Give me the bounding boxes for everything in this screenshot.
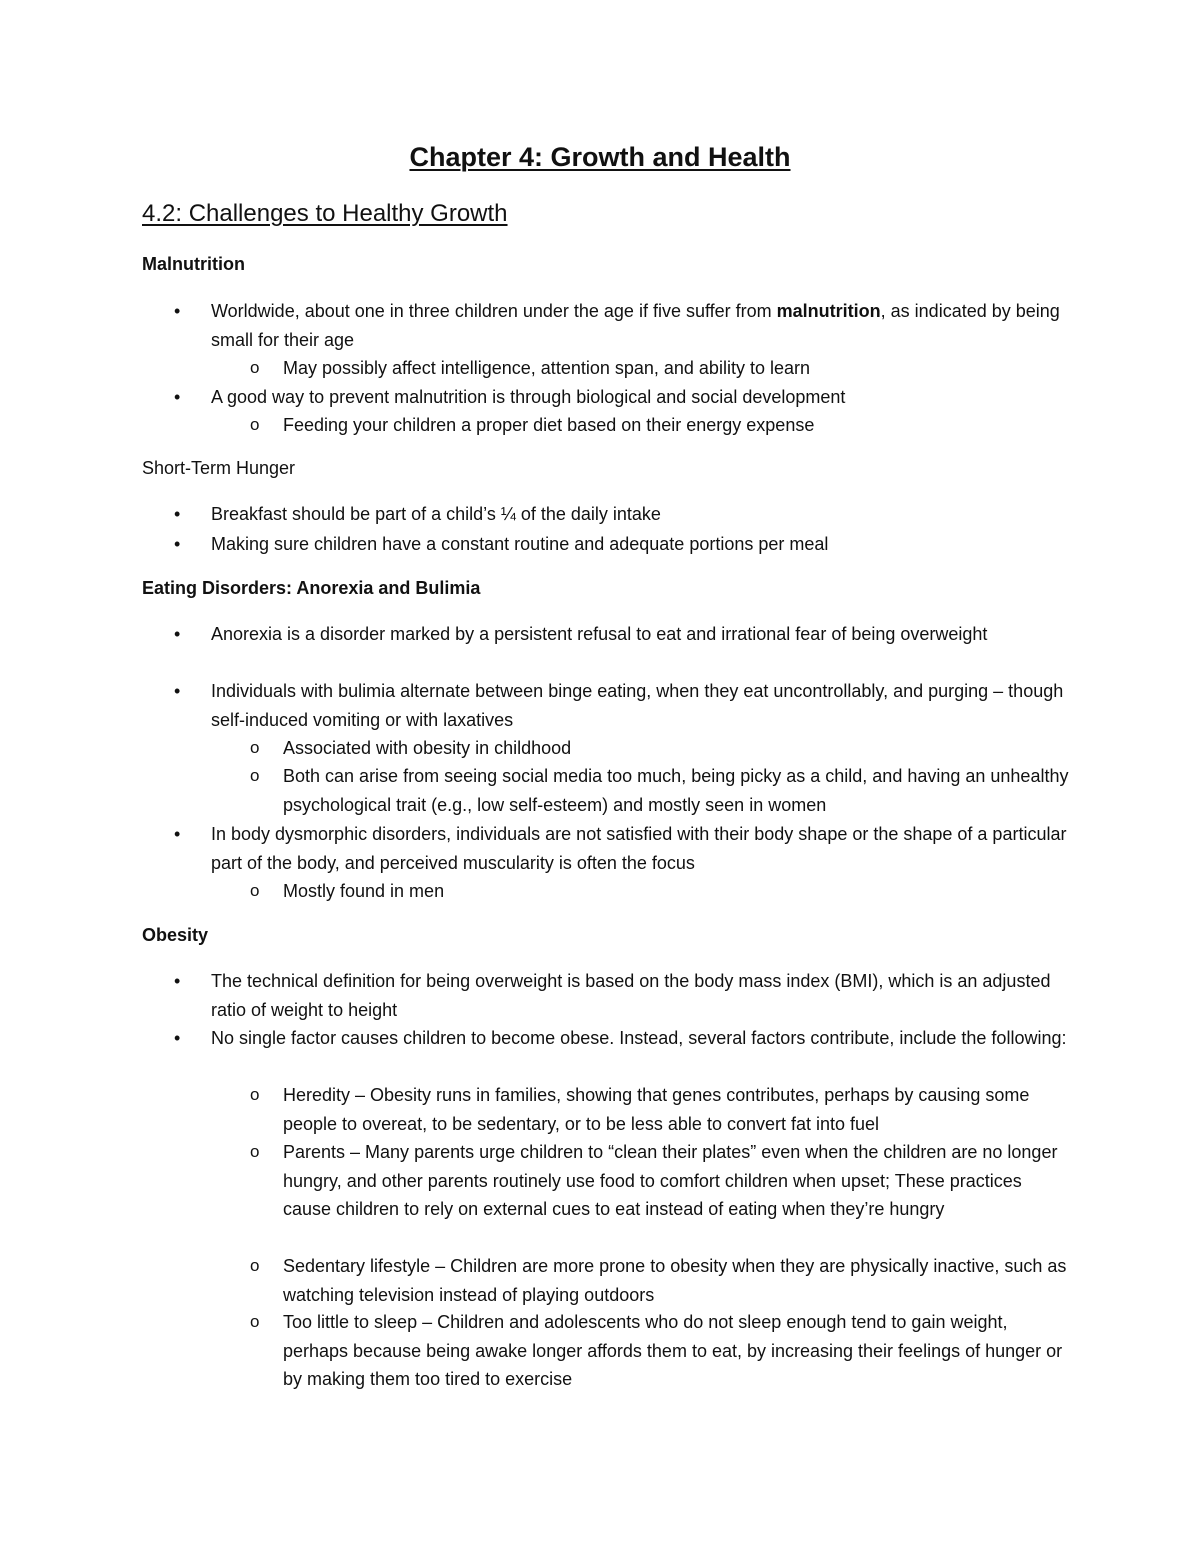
list-item: In body dysmorphic disorders, individuals are not satisfied with their body shape or the shape of a particular part of the body, and perceived muscularity is often the focus xyxy=(211,824,1067,873)
sub-bullet-icon: o xyxy=(250,766,260,785)
bullet-icon: • xyxy=(174,504,181,524)
list-item: Individuals with bulimia alternate between binge eating, when they eat uncontrollably, and purging – though self-induced vomiting or with laxatives xyxy=(211,681,1064,730)
list-item: The technical definition for being overweight is based on the body mass index (BMI), which is an adjusted ratio of weight to height xyxy=(211,971,1051,1020)
bullet-icon: • xyxy=(174,301,181,321)
sub-list-item: Sedentary lifestyle – Children are more prone to obesity when they are physically inactive, such as watching television instead of playing outdoors xyxy=(283,1256,1067,1305)
sub-list-item: May possibly affect intelligence, attention span, and ability to learn xyxy=(283,358,810,378)
list-item: Worldwide, about one in three children under the age if five suffer from malnutrition, as indicated by being small for their age xyxy=(211,301,1060,350)
bullet-icon: • xyxy=(174,534,181,554)
list-item: Anorexia is a disorder marked by a persistent refusal to eat and irrational fear of being overweight xyxy=(211,624,988,644)
page-title: Chapter 4: Growth and Health xyxy=(409,142,791,172)
sub-bullet-icon: o xyxy=(250,1142,260,1161)
sub-list-item: Too little to sleep – Children and adolescents who do not sleep enough tend to gain weight, perhaps because being awake longer affords them to eat, by increasing their feelings of hunger or by making them too tired to exercise xyxy=(283,1312,1063,1389)
sub-bullet-icon: o xyxy=(250,881,260,900)
bullet-icon: • xyxy=(174,681,181,701)
sub-list-item: Associated with obesity in childhood xyxy=(283,738,572,758)
sub-bullet-icon: o xyxy=(250,738,260,757)
list-item: A good way to prevent malnutrition is through biological and social development xyxy=(211,387,846,407)
list-item: No single factor causes children to become obese. Instead, several factors contribute, include the following: xyxy=(211,1028,1067,1048)
bullet-icon: • xyxy=(174,387,181,407)
sub-bullet-icon: o xyxy=(250,1312,260,1331)
sub-list-item: Parents – Many parents urge children to “clean their plates” even when the children are no longer hungry, and other parents routinely use food to comfort children when upset; These practices cause children to rely on external cues to eat instead of eating when they’re hungry xyxy=(283,1142,1058,1219)
heading-short-term-hunger: Short-Term Hunger xyxy=(142,458,296,478)
list-item: Breakfast should be part of a child’s ¼ of the daily intake xyxy=(211,504,661,524)
sub-list-item: Mostly found in men xyxy=(283,881,445,901)
section-subtitle: 4.2: Challenges to Healthy Growth xyxy=(142,200,508,227)
sub-list-item: Both can arise from seeing social media too much, being picky as a child, and having an unhealthy psychological trait (e.g., low self-esteem) and mostly seen in women xyxy=(283,766,1069,815)
list-item: Making sure children have a constant routine and adequate portions per meal xyxy=(211,534,829,554)
heading-malnutrition: Malnutrition xyxy=(142,254,245,274)
bullet-icon: • xyxy=(174,971,181,991)
bullet-icon: • xyxy=(174,1028,181,1048)
sub-bullet-icon: o xyxy=(250,358,260,377)
heading-eating-disorders: Eating Disorders: Anorexia and Bulimia xyxy=(142,578,481,598)
sub-bullet-icon: o xyxy=(250,1085,260,1104)
sub-bullet-icon: o xyxy=(250,415,260,434)
sub-list-item: Feeding your children a proper diet based on their energy expense xyxy=(283,415,815,435)
sub-bullet-icon: o xyxy=(250,1256,260,1275)
heading-obesity: Obesity xyxy=(142,925,209,945)
bullet-icon: • xyxy=(174,624,181,644)
bullet-icon: • xyxy=(174,824,181,844)
sub-list-item: Heredity – Obesity runs in families, showing that genes contributes, perhaps by causing some people to overeat, to be sedentary, or to be less able to convert fat into fuel xyxy=(283,1085,1030,1134)
